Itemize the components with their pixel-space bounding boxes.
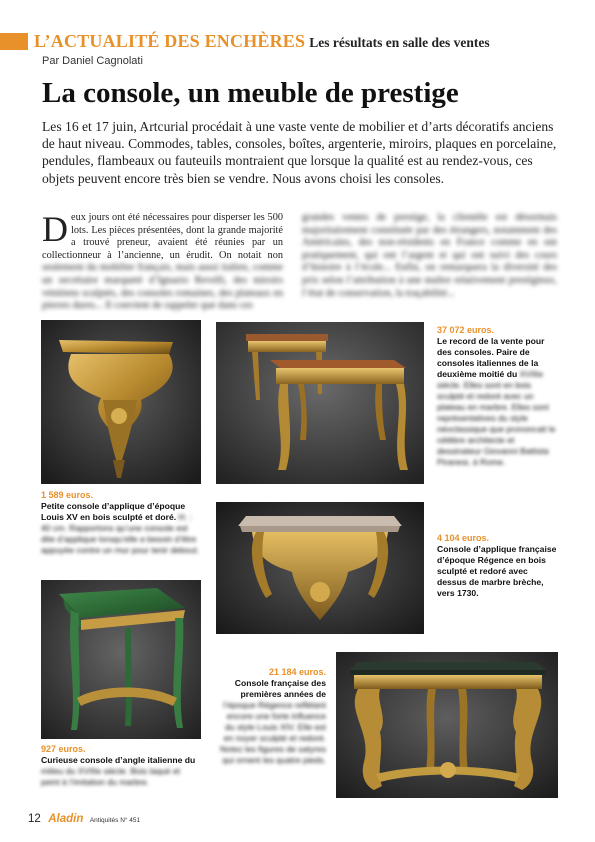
photo-wall-bracket-console <box>41 320 201 484</box>
photo-pair-italian-consoles <box>216 322 424 484</box>
body-column-2: grandes ventes de prestige, la clientèle est désormais majoritairement constituée par des étrangers, notamment des Américains, des non-résidents en France comme en ont pratiquement, qui ont l’argent et qui ont suivi des cours d’histoire à l’école... Enfin, on remarquera la diversité des prix selon l’attribution à une maître relativement prestigieux, l’état de conservation, la traçabilité... <box>302 212 557 299</box>
rubric-subtitle: Les résultats en salle des ventes <box>309 35 490 50</box>
page-number: 12 <box>28 813 41 825</box>
caption-21184 <box>218 667 326 766</box>
rubric-title: L’ACTUALITÉ DES ENCHÈRES <box>34 31 306 51</box>
body-column-1 <box>42 209 283 313</box>
caption-text: Console d’applique française d’époque Régence en bois sculpté et redoré avec dessus de marbre brèche, vers 1730. <box>437 544 557 598</box>
photo-regence-console <box>216 502 424 634</box>
photo-french-regence-console <box>336 652 558 798</box>
caption-price: 1 589 euros. <box>41 490 94 500</box>
issue-number: Antiquités N° 451 <box>89 817 141 824</box>
caption-price: 927 euros. <box>41 744 86 754</box>
caption-price: 37 072 euros. <box>437 325 495 335</box>
caption-price: 21 184 euros. <box>268 667 326 677</box>
caption-text: Petite console d’applique d’époque Louis XV en bois sculpté et doré. <box>41 501 186 522</box>
caption-37072 <box>437 325 557 468</box>
caption-price: 4 104 euros. <box>437 533 490 543</box>
byline: Par Daniel Cagnolati <box>42 55 143 67</box>
caption-blurred-text: milieu du XVIIIe siècle. Bois laqué et peint à l’imitation du marbre. <box>41 766 181 787</box>
caption-blurred-text: l’époque Régence reflétant encore une forte influence du style Louis XIV. Elle est en noyer sculpté et redoré. Notez les figures de satyres qui ornent les quatre pieds. <box>219 700 326 765</box>
drop-cap: D <box>42 209 68 249</box>
body-text-blurred: seulement du mobilier français, mais aussi italien, comme un secrétaire marqueté d’Ignazio Revelli, des miroirs vénitiens sculptés, des consoles romaines, des plateaux en pierres dures... Il convient de rappeler que dans ces <box>42 262 283 312</box>
caption-4104 <box>437 533 557 599</box>
article-lead: Les 16 et 17 juin, Artcurial procédait à une vaste vente de mobilier et d’arts décoratifs anciens de haut niveau. Commodes, tables, consoles, boîtes, argenterie, miroirs, plaques en porcelaine, pendules, flambeaux ou fauteuils montraient que lorsque la qualité est au rendez-vous, ces objets peuvent encore très bien se vendre. Nous avons choisi les consoles. <box>42 119 557 186</box>
rubric-header <box>34 31 490 52</box>
magazine-brand: Aladin <box>48 813 84 825</box>
caption-text: Le record de la vente pour des consoles. Paire de consoles italiennes de la deuxième moitié du <box>437 336 545 379</box>
page-footer <box>28 809 140 827</box>
caption-blurred-text: H. : 40 cm. Rapportons qu’une console est dite d’applique lorsqu’elle a besoin d’être appuyée contre un mur pour tenir debout. <box>41 512 200 555</box>
caption-1589 <box>41 490 201 556</box>
caption-927 <box>41 744 201 788</box>
article-title: La console, un meuble de prestige <box>42 77 459 109</box>
caption-text: Curieuse console d’angle italienne du <box>41 755 196 765</box>
photo-italian-corner-console <box>41 580 201 739</box>
body-text-visible: eux jours ont été nécessaires pour disperser les 500 lots. Les pièces présentées, dont la grande majorité a trouvé preneur, avaient été réunies par un collectionneur à l’ancienne, un érudit. On notait non <box>42 212 283 261</box>
caption-text: Console française des premières années de <box>234 678 326 699</box>
caption-blurred-text: XVIIIe siècle. Elles sont en bois sculpté et redoré avec un plateau en marbre. Elles sont représentatives du style néoclassique que prononcait le célèbre architecte et dessinateur Giovanni Battista Piranesi, à Rome. <box>437 369 556 467</box>
rubric-color-bar <box>0 33 28 50</box>
